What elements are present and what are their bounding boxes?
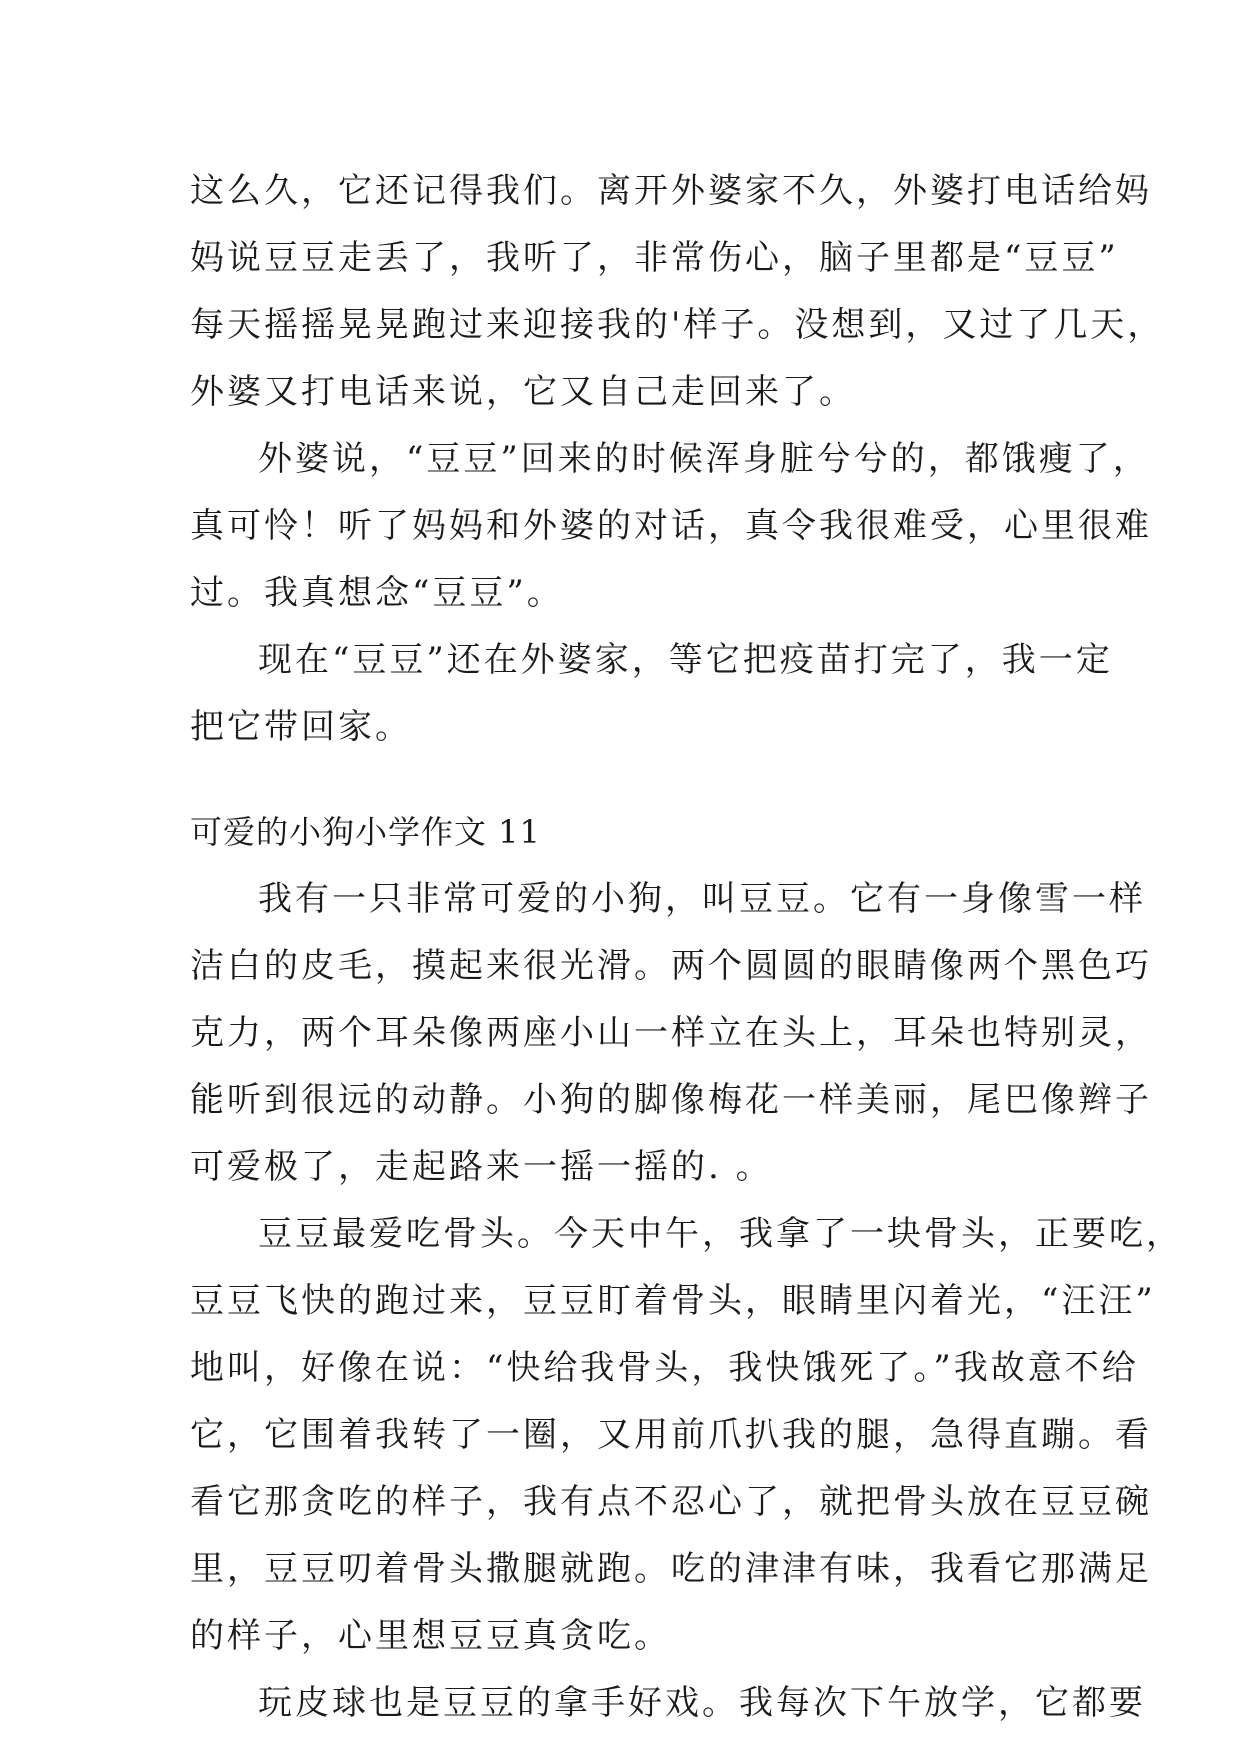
document-body	[190, 158, 1183, 1737]
text-line: 真可怜！听了妈妈和外婆的对话，真令我很难受，心里很难	[190, 506, 1152, 546]
text-line: 豆豆最爱吃骨头。今天中午，我拿了一块骨头，正要吃，	[258, 1214, 1183, 1254]
text-line: 这么久，它还记得我们。离开外婆家不久，外婆打电话给妈	[190, 171, 1152, 211]
text-line: 它，它围着我转了一圈，又用前爪扒我的腿，急得直蹦。看	[190, 1415, 1152, 1455]
paragraph	[190, 426, 1152, 627]
text-line: 里，豆豆叨着骨头撒腿就跑。吃的津津有味，我看它那满足	[190, 1549, 1152, 1589]
text-line: 现在“豆豆”还在外婆家，等它把疫苗打完了，我一定	[258, 640, 1113, 680]
text-line: 能听到很远的动静。小狗的脚像梅花一样美丽，尾巴像辫子	[190, 1080, 1152, 1120]
text-line: 过。我真想念“豆豆”。	[190, 573, 564, 613]
section-heading: 可爱的小狗小学作文 11	[190, 813, 541, 851]
paragraph	[190, 158, 1165, 426]
text-line: 可爱极了，走起路来一摇一摇的. 。	[190, 1147, 773, 1187]
text-line: 看它那贪吃的样子，我有点不忍心了，就把骨头放在豆豆碗	[190, 1482, 1152, 1522]
text-line: 玩皮球也是豆豆的拿手好戏。我每次下午放学，它都要	[258, 1683, 1146, 1723]
text-line: 我有一只非常可爱的小狗，叫豆豆。它有一身像雪一样	[258, 879, 1146, 919]
text-line: 妈说豆豆走丢了，我听了，非常伤心，脑子里都是“豆豆”	[190, 238, 1119, 278]
section-gap	[190, 761, 1070, 799]
text-line: 克力，两个耳朵像两座小山一样立在头上，耳朵也特别灵，	[190, 1013, 1152, 1053]
paragraph	[190, 1201, 1183, 1670]
text-line: 外婆说，“豆豆”回来的时候浑身脏兮兮的，都饿瘦了，	[258, 439, 1150, 479]
paragraph	[190, 1670, 1146, 1737]
text-line: 的样子，心里想豆豆真贪吃。	[190, 1616, 671, 1656]
text-line: 豆豆飞快的跑过来，豆豆盯着骨头，眼睛里闪着光，“汪汪”	[190, 1281, 1156, 1321]
text-line: 外婆又打电话来说，它又自己走回来了。	[190, 372, 856, 412]
text-line: 地叫，好像在说：“快给我骨头，我快饿死了。”我故意不给	[190, 1348, 1139, 1388]
text-line: 把它带回家。	[190, 707, 412, 747]
paragraph	[190, 866, 1152, 1201]
paragraph	[190, 627, 1113, 761]
text-line: 洁白的皮毛，摸起来很光滑。两个圆圆的眼睛像两个黑色巧	[190, 946, 1152, 986]
text-line: 每天摇摇晃晃跑过来迎接我的'样子。没想到，又过了几天，	[190, 305, 1165, 345]
